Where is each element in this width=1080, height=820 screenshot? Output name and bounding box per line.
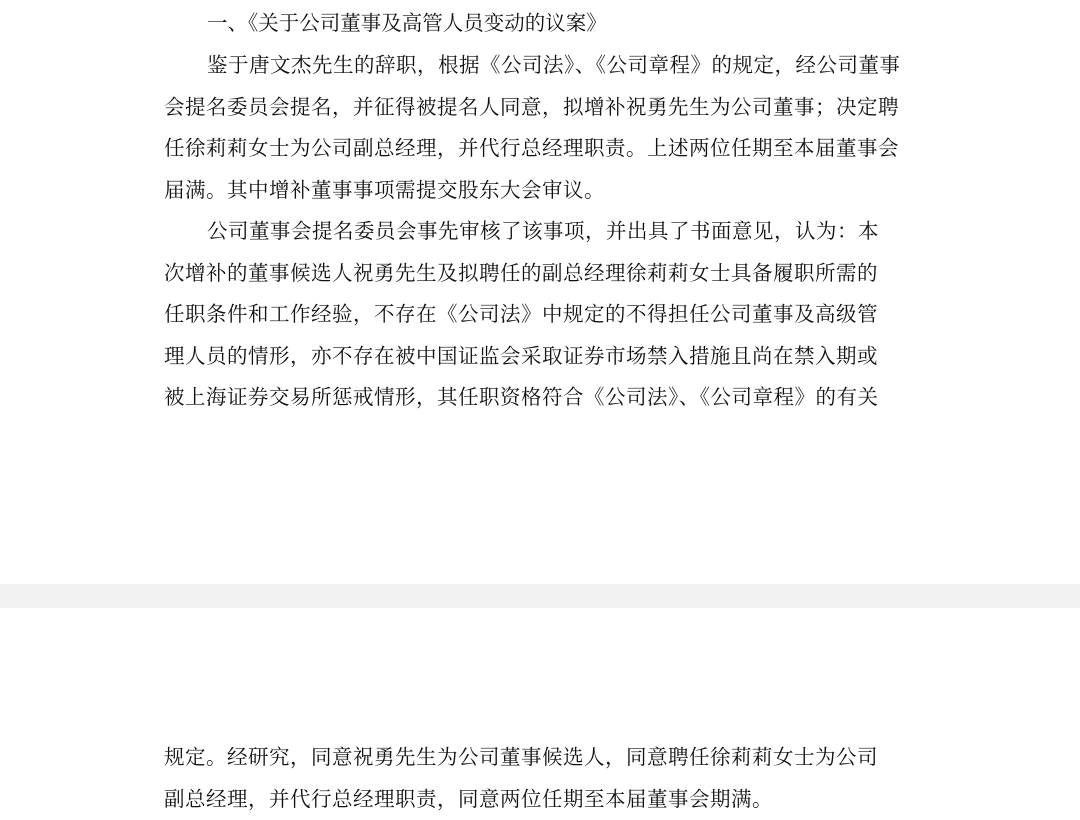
document-page-2 — [0, 608, 1080, 814]
text-line: 任职条件和工作经验，不存在《公司法》中规定的不得担任公司董事及高级管 — [164, 294, 914, 336]
text-line: 鉴于唐文杰先生的辞职，根据《公司法》、《公司章程》的规定，经公司董事 — [164, 45, 914, 87]
text-line: 届满。其中增补董事事项需提交股东大会审议。 — [164, 170, 914, 212]
text-line: 公司董事会提名委员会事先审核了该事项，并出具了书面意见，认为：本 — [164, 211, 914, 253]
text-line: 规定。经研究，同意祝勇先生为公司董事候选人，同意聘任徐莉莉女士为公司 — [164, 737, 914, 779]
paragraph-conclusion — [164, 737, 914, 820]
paragraph-resignation — [164, 45, 914, 419]
text-line: 理人员的情形，亦不存在被中国证监会采取证券市场禁入措施且尚在禁入期或 — [164, 336, 914, 378]
text-line: 被上海证券交易所惩戒情形，其任职资格符合《公司法》、《公司章程》的有关 — [164, 377, 914, 419]
text-line: 次增补的董事候选人祝勇先生及拟聘任的副总经理徐莉莉女士具备履职所需的 — [164, 253, 914, 295]
section-heading: 一、《关于公司董事及高管人员变动的议案》 — [207, 3, 607, 45]
text-line: 会提名委员会提名，并征得被提名人同意，拟增补祝勇先生为公司董事；决定聘 — [164, 87, 914, 129]
page-separator — [0, 584, 1080, 608]
text-line: 副总经理，并代行总经理职责，同意两位任期至本届董事会期满。 — [164, 779, 914, 820]
text-line: 任徐莉莉女士为公司副总经理，并代行总经理职责。上述两位任期至本届董事会 — [164, 128, 914, 170]
